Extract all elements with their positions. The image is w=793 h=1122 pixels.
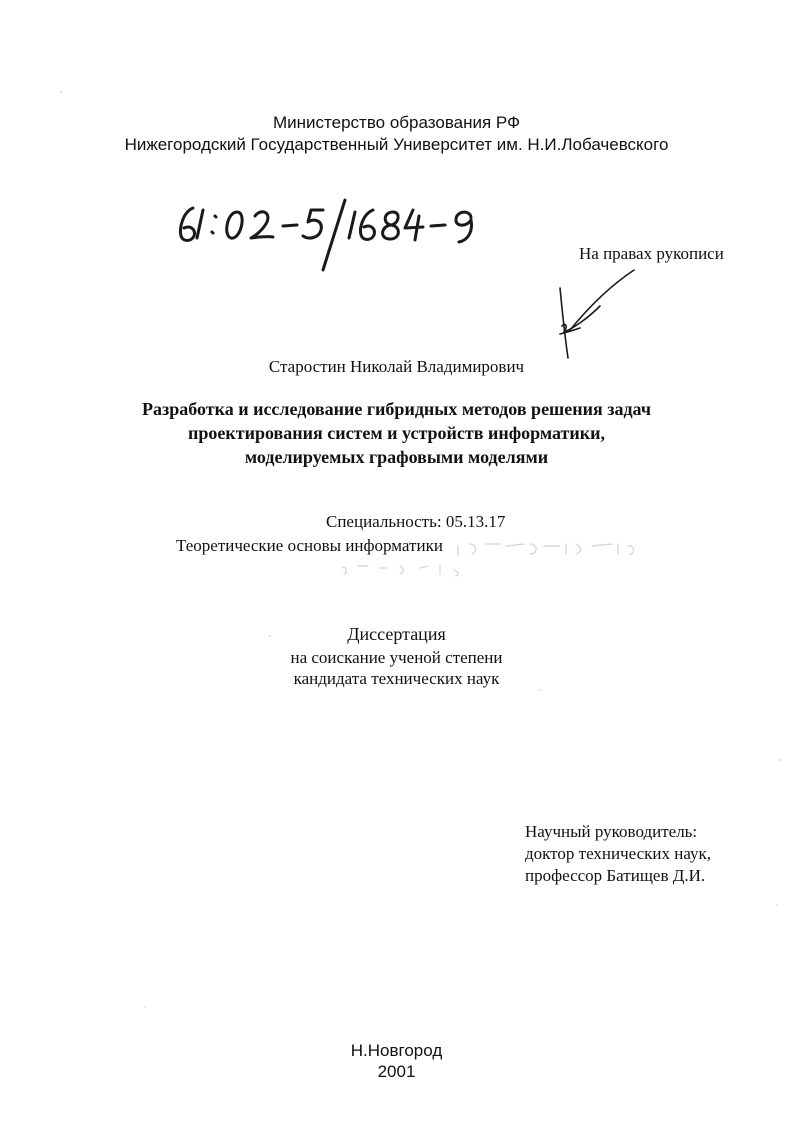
year: 2001 <box>377 1062 416 1081</box>
dissertation-title: Диссертация <box>347 624 446 644</box>
specialty-name: Теоретические основы информатики <box>176 536 443 555</box>
dissertation-purpose: на соискание ученой степени <box>290 648 503 667</box>
university-name: Нижегородский Государственный Университет им. Н.И.Лобачевского <box>124 135 669 154</box>
author-name: Старостин Николай Владимирович <box>268 357 525 376</box>
signature <box>548 268 640 364</box>
thesis-title-line: Разработка и исследование гибридных методов решения задач <box>142 399 651 419</box>
thesis-title-line: проектирования систем и устройств информатики, <box>187 423 606 443</box>
specialty-code: Специальность: 05.13.17 <box>326 512 506 531</box>
thesis-title-line: моделируемых графовыми моделями <box>244 447 549 467</box>
city: Н.Новгород <box>350 1041 443 1060</box>
supervisor-degree: доктор технических наук, <box>525 844 712 863</box>
rights-note: На правах рукописи <box>579 244 724 263</box>
faint-bleed-through-marks <box>330 532 710 582</box>
supervisor-label: Научный руководитель: <box>525 822 698 841</box>
dissertation-degree: кандидата технических наук <box>293 669 500 688</box>
ministry-name: Министерство образования РФ <box>273 113 520 132</box>
handwritten-registry-number <box>175 196 485 276</box>
supervisor-name: профессор Батищев Д.И. <box>525 866 706 885</box>
